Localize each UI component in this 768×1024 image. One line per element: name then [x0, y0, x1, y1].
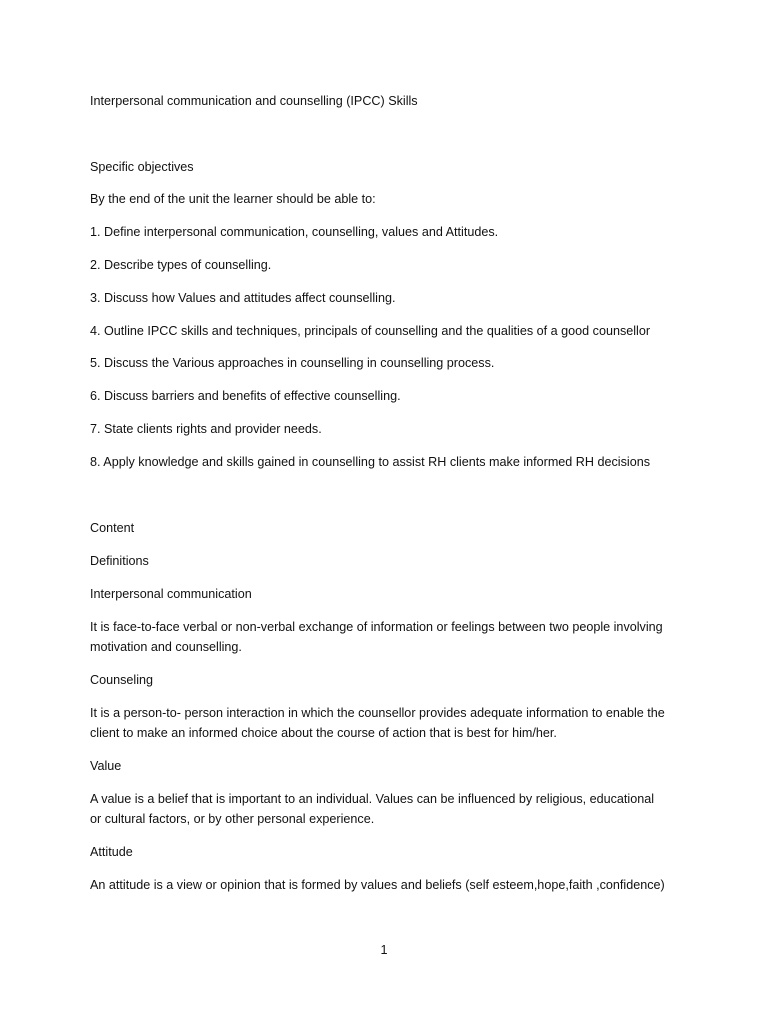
definition-text-line: motivation and counselling.: [90, 639, 242, 654]
definition-text: [90, 790, 690, 829]
document-title: Interpersonal communication and counselling (IPCC) Skills: [90, 94, 418, 108]
objective-item: 8. Apply knowledge and skills gained in counselling to assist RH clients make informed RH decisions: [90, 455, 651, 469]
page-number: 1: [380, 943, 388, 957]
objective-item: 4. Outline IPCC skills and techniques, principals of counselling and the qualities of a good counsellor: [90, 324, 651, 338]
definition-text-line: An attitude is a view or opinion that is formed by values and beliefs (self esteem,hope,faith ,confidence): [90, 878, 665, 892]
definition-term: Counseling: [90, 673, 154, 687]
definition-text-line: client to make an informed choice about the course of action that is best for him/her.: [90, 725, 557, 740]
definition-text: [90, 876, 690, 896]
objective-item: 7. State clients rights and provider needs.: [90, 422, 322, 436]
definition-text: [90, 704, 690, 743]
content-heading: Content: [90, 521, 135, 535]
definition-text-line: It is a person-to- person interaction in which the counsellor provides adequate information to enable the: [90, 706, 665, 720]
objective-item: 6. Discuss barriers and benefits of effective counselling.: [90, 389, 401, 403]
objectives-intro: By the end of the unit the learner should be able to:: [90, 192, 376, 206]
objective-item: 3. Discuss how Values and attitudes affect counselling.: [90, 291, 396, 305]
objectives-heading: Specific objectives: [90, 160, 194, 174]
definition-text-line: or cultural factors, or by other personal experience.: [90, 811, 375, 826]
definition-term: Attitude: [90, 845, 133, 859]
definitions-heading: Definitions: [90, 554, 149, 568]
definition-text: [90, 618, 690, 657]
definition-text-line: A value is a belief that is important to an individual. Values can be influenced by religious, educational: [90, 792, 655, 806]
objective-item: 2. Describe types of counselling.: [90, 258, 272, 272]
definition-term: Value: [90, 759, 122, 773]
definition-text-line: It is face-to-face verbal or non-verbal exchange of information or feelings between two people involving: [90, 620, 663, 634]
definition-term: Interpersonal communication: [90, 587, 252, 601]
objective-item: 5. Discuss the Various approaches in counselling in counselling process.: [90, 356, 495, 370]
objective-item: 1. Define interpersonal communication, counselling, values and Attitudes.: [90, 225, 499, 239]
